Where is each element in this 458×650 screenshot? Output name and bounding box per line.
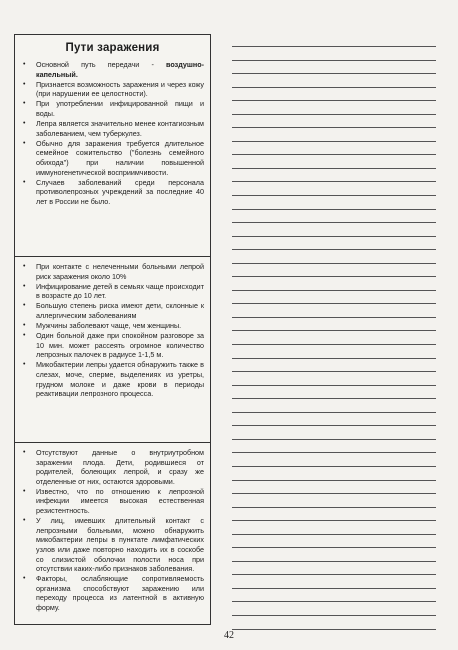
section-transmission-routes xyxy=(15,60,210,256)
ruled-line xyxy=(232,195,436,196)
ruled-line xyxy=(232,439,436,440)
ruled-line xyxy=(232,141,436,142)
ruled-line xyxy=(232,371,436,372)
ruled-line xyxy=(232,344,436,345)
ruled-line xyxy=(232,209,436,210)
bullet-icon: • xyxy=(23,80,26,88)
ruled-line xyxy=(232,615,436,616)
content-box xyxy=(14,34,211,625)
list-item-text: Мужчины заболевают чаще, чем женщины. xyxy=(36,321,182,331)
bullet-icon: • xyxy=(23,487,26,495)
ruled-line xyxy=(232,574,436,575)
list-item xyxy=(19,80,204,99)
list-item-text: Один больной даже при спокойном разговоре за 10 мин. может рассеять огромное количество лепрозных палочек в радиусе 1-1,5 м. xyxy=(36,331,204,360)
ruled-line xyxy=(232,263,436,264)
ruled-line xyxy=(232,547,436,548)
list-item xyxy=(19,331,204,360)
bullet-list-2 xyxy=(19,262,204,399)
ruled-line xyxy=(232,100,436,101)
list-item xyxy=(19,321,204,331)
ruled-line xyxy=(232,168,436,169)
list-item xyxy=(19,262,204,281)
ruled-line xyxy=(232,358,436,359)
ruled-line xyxy=(232,466,436,467)
list-item-text: Отсутствуют данные о внутриутробном заражении плода. Дети, родившиеся от родителей, болеющих лепрой, и сразу же отделенные от них, остаются здоровыми. xyxy=(36,448,204,486)
list-item-text: Случаев заболеваний среди персонала противолепрозных учреждений за последние 40 лет в России не было. xyxy=(36,177,204,206)
list-item-text: Лепра является значительно менее контагиозным заболеванием, чем туберкулез. xyxy=(36,119,204,138)
ruled-line xyxy=(232,412,436,413)
ruled-line xyxy=(232,276,436,277)
list-item-text: Инфицирование детей в семьях чаще происходит в возрасте до 10 лет. xyxy=(36,281,204,301)
list-item xyxy=(19,139,204,177)
list-item xyxy=(19,487,204,516)
section-risk-factors xyxy=(15,256,210,442)
ruled-line xyxy=(232,46,436,47)
section-resistance xyxy=(15,442,210,613)
ruled-line xyxy=(232,114,436,115)
bullet-icon: • xyxy=(23,302,26,310)
list-item-text: У лиц, имевших длительный контакт с лепрозными больными, можно обнаружить микобактерии лепры в пунктате лимфатических узлов или даже повторно находить их в соскобе со слизистой оболочки полости носа при отсутствии каких-либо признаков заболевания. xyxy=(36,516,204,574)
bullet-icon: • xyxy=(23,282,26,290)
list-item xyxy=(19,448,204,486)
ruled-line xyxy=(232,330,436,331)
box-title: Пути заражения xyxy=(65,42,160,54)
bullet-icon: • xyxy=(23,332,26,340)
bullet-icon: • xyxy=(23,517,26,525)
bullet-list-1 xyxy=(19,60,204,206)
list-item-text: При употреблении инфицированной пищи и воды. xyxy=(36,99,204,118)
bullet-icon: • xyxy=(23,575,26,583)
page-number: 42 xyxy=(224,630,234,641)
list-item-text: Известно, что по отношению к лепрозной инфекции имеется высокая естественная резистентность. xyxy=(36,486,204,516)
list-item-text: Большую степень риска имеют дети, склонные к аллергическим заболеваниям xyxy=(36,301,204,320)
list-item-text: Микобактерии лепры удается обнаружить также в слезах, моче, сперме, выделениях из уретры, грудном молоке и даже крови в периоды реактивации лепрозного процесса. xyxy=(36,360,204,399)
ruled-line xyxy=(232,588,436,589)
list-item-text: Основной путь передачи - xyxy=(36,60,167,69)
list-item xyxy=(19,178,204,207)
bullet-icon: • xyxy=(23,100,26,108)
list-item-text: Обычно для заражения требуется длительное семейное сожительство ("болезнь семейного обихода") при наличии повышенной иммуногенетической восприимчивости. xyxy=(36,138,204,177)
list-item xyxy=(19,119,204,138)
ruled-line xyxy=(232,290,436,291)
list-item-emphasis: воздушно-капельный. xyxy=(36,60,204,79)
bullet-icon: • xyxy=(23,139,26,147)
bullet-icon: • xyxy=(23,178,26,186)
ruled-line xyxy=(232,236,436,237)
list-item-text: Признается возможность заражения и через кожу (при нарушении ее целостности). xyxy=(36,79,204,99)
list-item-text: При контакте с нелеченными больными лепрой риск заражения около 10% xyxy=(36,262,204,281)
ruled-line xyxy=(232,73,436,74)
ruled-line xyxy=(232,303,436,304)
ruled-line xyxy=(232,154,436,155)
list-item xyxy=(19,282,204,301)
ruled-line xyxy=(232,317,436,318)
list-item xyxy=(19,301,204,320)
bullet-list-3 xyxy=(19,448,204,613)
ruled-line xyxy=(232,561,436,562)
list-item-text: Факторы, ослабляющие сопротивляемость организма способствуют заражению или переходу процесса из латентной в активную форму. xyxy=(36,574,204,612)
ruled-line xyxy=(232,249,436,250)
ruled-line xyxy=(232,425,436,426)
list-item xyxy=(19,60,204,79)
ruled-line xyxy=(232,87,436,88)
ruled-line xyxy=(232,452,436,453)
ruled-line xyxy=(232,385,436,386)
ruled-line xyxy=(232,507,436,508)
list-item xyxy=(19,99,204,118)
bullet-icon: • xyxy=(23,449,26,456)
bullet-icon: • xyxy=(23,61,26,68)
ruled-line xyxy=(232,534,436,535)
ruled-line xyxy=(232,222,436,223)
bullet-icon: • xyxy=(23,322,26,330)
ruled-line xyxy=(232,398,436,399)
list-item xyxy=(19,574,204,612)
list-item xyxy=(19,360,204,398)
ruled-line xyxy=(232,493,436,494)
bullet-icon: • xyxy=(23,263,26,270)
note-lines xyxy=(232,46,436,642)
list-item xyxy=(19,516,204,574)
bullet-icon: • xyxy=(23,361,26,369)
bullet-icon: • xyxy=(23,120,26,128)
ruled-line xyxy=(232,60,436,61)
ruled-line xyxy=(232,480,436,481)
ruled-line xyxy=(232,520,436,521)
ruled-line xyxy=(232,181,436,182)
ruled-line xyxy=(232,127,436,128)
ruled-line xyxy=(232,601,436,602)
